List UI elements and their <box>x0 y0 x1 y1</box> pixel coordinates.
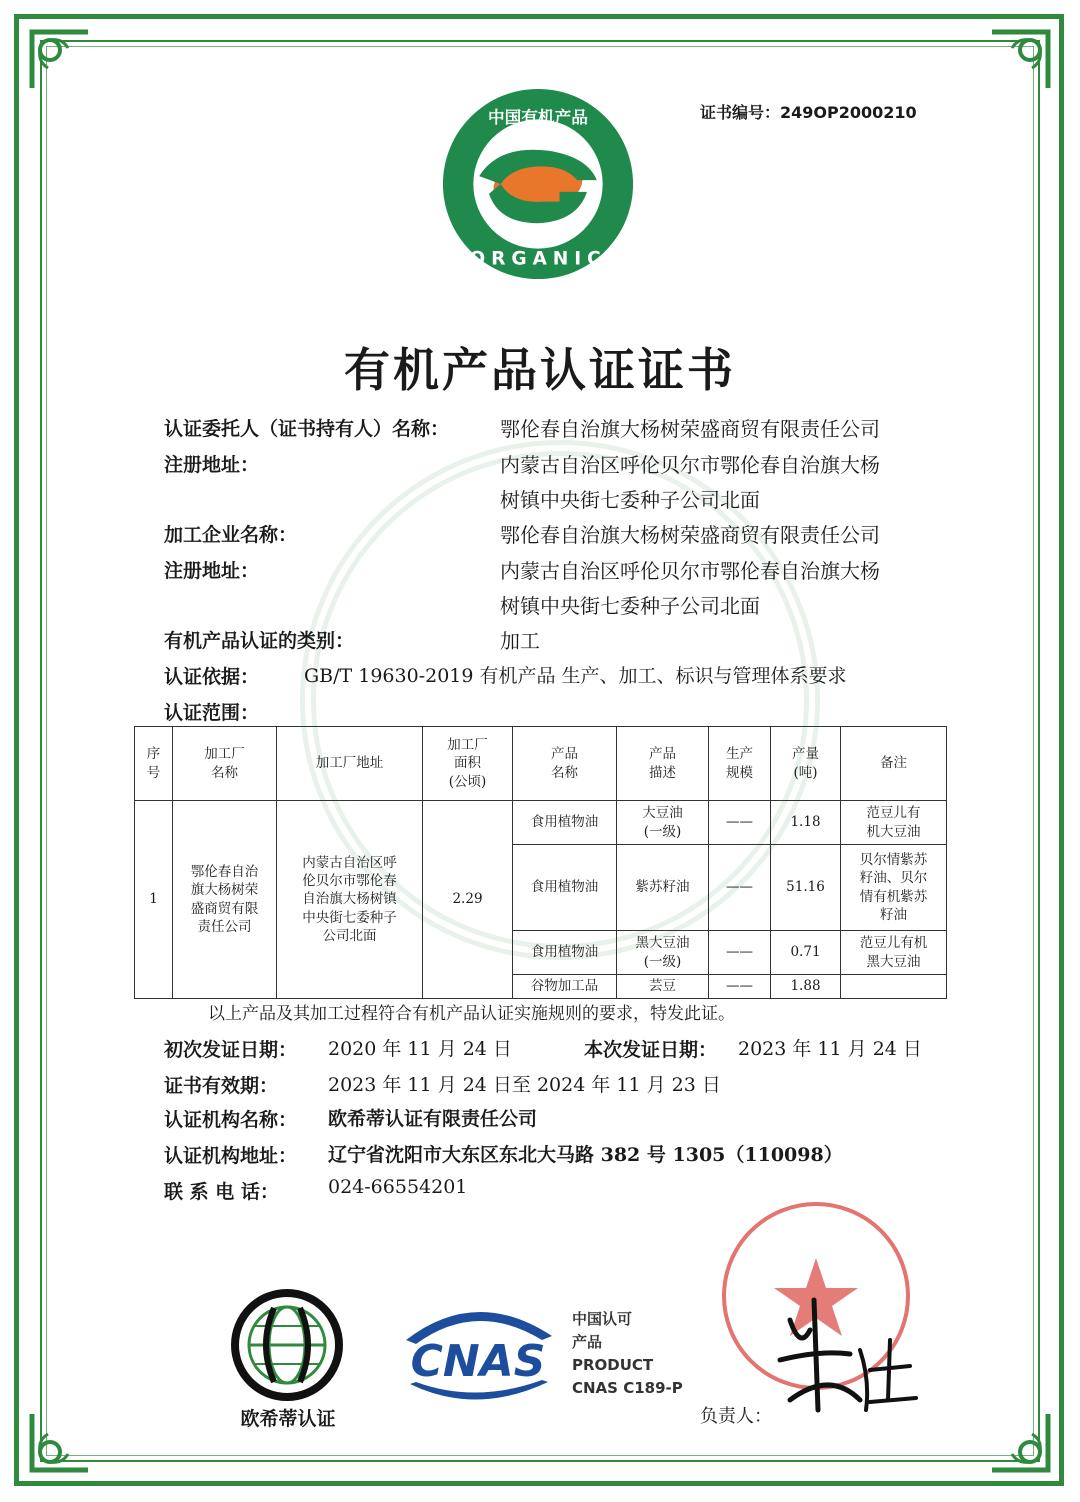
header-cell: 序 号 <box>135 727 173 801</box>
phone-label: 联 系 电 话： <box>164 1181 279 1203</box>
scale-cell: —— <box>709 975 771 999</box>
corner-ornament-bottom-left <box>28 1410 92 1474</box>
processor-value: 鄂伦春自治旗大杨树荣盛商贸有限责任公司 <box>500 523 880 547</box>
body-address-label: 认证机构地址： <box>164 1145 298 1167</box>
cnas-line: 产品 <box>572 1333 603 1351</box>
header-cell: 加工厂 名称 <box>173 727 277 801</box>
body-name-value: 欧希蒂认证有限责任公司 <box>328 1108 538 1130</box>
cnas-line: PRODUCT <box>572 1356 654 1374</box>
product-name-cell: 食用植物油 <box>513 801 617 845</box>
body-address-value: 辽宁省沈阳市大东区东北大马路 382 号 1305（110098） <box>328 1144 843 1166</box>
output-cell: 0.71 <box>771 931 841 975</box>
product-desc-cell: 芸豆 <box>617 975 709 999</box>
certificate-number-value: 249OP2000210 <box>780 103 917 122</box>
logo-bottom-text: ORGANIC <box>469 248 607 270</box>
client-value: 鄂伦春自治旗大杨树荣盛商贸有限责任公司 <box>500 417 880 441</box>
header-cell: 产量 (吨) <box>771 727 841 801</box>
reg-address-value-2b: 树镇中央街七委种子公司北面 <box>500 594 760 618</box>
this-issue-value: 2023 年 11 月 24 日 <box>738 1038 922 1060</box>
first-issue-label: 初次发证日期： <box>164 1039 298 1061</box>
basis-value: GB/T 19630-2019 有机产品 生产、加工、标识与管理体系要求 <box>304 665 847 687</box>
body-name-label: 认证机构名称： <box>164 1109 298 1131</box>
reg-address-value-2a: 内蒙古自治区呼伦贝尔市鄂伦春自治旗大杨 <box>500 559 880 583</box>
factory-address-cell: 内蒙古自治区呼 伦贝尔市鄂伦春 自治旗大杨树镇 中央街七委种子 公司北面 <box>277 801 423 999</box>
scope-label: 认证范围： <box>164 702 260 724</box>
ocb-logo-text: 欧希蒂认证 <box>240 1408 336 1430</box>
cnas-line: 中国认可 <box>572 1310 633 1328</box>
header-cell: 生产 规模 <box>709 727 771 801</box>
factory-area-cell: 2.29 <box>423 801 513 999</box>
conformity-statement: 以上产品及其加工过程符合有机产品认证实施规则的要求，特发此证。 <box>208 1004 735 1024</box>
note-cell: 范豆儿有机 黑大豆油 <box>841 931 947 975</box>
reg-address-label-1: 注册地址： <box>164 454 260 476</box>
reg-address-value-1a: 内蒙古自治区呼伦贝尔市鄂伦春自治旗大杨 <box>500 453 880 477</box>
certificate-number <box>700 100 917 123</box>
table-row <box>135 801 947 845</box>
output-cell: 51.16 <box>771 845 841 931</box>
client-label: 认证委托人（证书持有人）名称： <box>164 418 450 440</box>
note-cell <box>841 975 947 999</box>
scale-cell: —— <box>709 801 771 845</box>
phone-value: 024-66554201 <box>328 1176 468 1198</box>
cnas-text-block <box>572 1308 683 1400</box>
this-issue-label: 本次发证日期： <box>584 1039 718 1061</box>
note-cell: 范豆儿有 机大豆油 <box>841 801 947 845</box>
ocb-logo <box>228 1286 346 1404</box>
header-cell: 产品 描述 <box>617 727 709 801</box>
header-cell: 加工厂 面积 (公顷) <box>423 727 513 801</box>
cnas-line: CNAS C189-P <box>572 1379 683 1397</box>
product-name-cell: 谷物加工品 <box>513 975 617 999</box>
factory-name-cell: 鄂伦春自治 旗大杨树荣 盛商贸有限 责任公司 <box>173 801 277 999</box>
first-issue-value: 2020 年 11 月 24 日 <box>328 1038 512 1060</box>
certificate-title: 有机产品认证证书 <box>344 343 736 397</box>
scale-cell: —— <box>709 845 771 931</box>
scope-table <box>134 726 947 999</box>
product-name-cell: 食用植物油 <box>513 845 617 931</box>
header-cell: 加工厂地址 <box>277 727 423 801</box>
corner-ornament-bottom-right <box>988 1410 1052 1474</box>
product-desc-cell: 大豆油 (一级) <box>617 801 709 845</box>
logo-top-text: 中国有机产品 <box>488 107 588 128</box>
basis-label: 认证依据： <box>164 666 260 688</box>
cnas-logo-text: CNAS <box>410 1336 546 1387</box>
note-cell: 贝尔情紫苏 籽油、贝尔 情有机紫苏 籽油 <box>841 845 947 931</box>
output-cell: 1.88 <box>771 975 841 999</box>
product-name-cell: 食用植物油 <box>513 931 617 975</box>
category-value: 加工 <box>500 629 540 653</box>
certificate-number-label: 证书编号： <box>700 103 781 122</box>
reg-address-label-2: 注册地址： <box>164 560 260 582</box>
validity-value: 2023 年 11 月 24 日至 2024 年 11 月 23 日 <box>328 1074 721 1096</box>
product-desc-cell: 黑大豆油 (一级) <box>617 931 709 975</box>
category-label: 有机产品认证的类别： <box>164 630 355 652</box>
signer-label: 负责人： <box>700 1406 772 1427</box>
processor-label: 加工企业名称： <box>164 524 298 546</box>
product-desc-cell: 紫苏籽油 <box>617 845 709 931</box>
cnas-logo <box>396 1296 560 1408</box>
header-cell: 备注 <box>841 727 947 801</box>
handwritten-signature <box>770 1290 920 1420</box>
corner-ornament-top-right <box>988 28 1052 92</box>
table-header-row <box>135 727 947 801</box>
china-organic-logo <box>440 86 636 282</box>
scale-cell: —— <box>709 931 771 975</box>
corner-ornament-top-left <box>28 28 92 92</box>
seq-cell: 1 <box>135 801 173 999</box>
reg-address-value-1b: 树镇中央街七委种子公司北面 <box>500 488 760 512</box>
output-cell: 1.18 <box>771 801 841 845</box>
header-cell: 产品 名称 <box>513 727 617 801</box>
validity-label: 证书有效期： <box>164 1075 279 1097</box>
